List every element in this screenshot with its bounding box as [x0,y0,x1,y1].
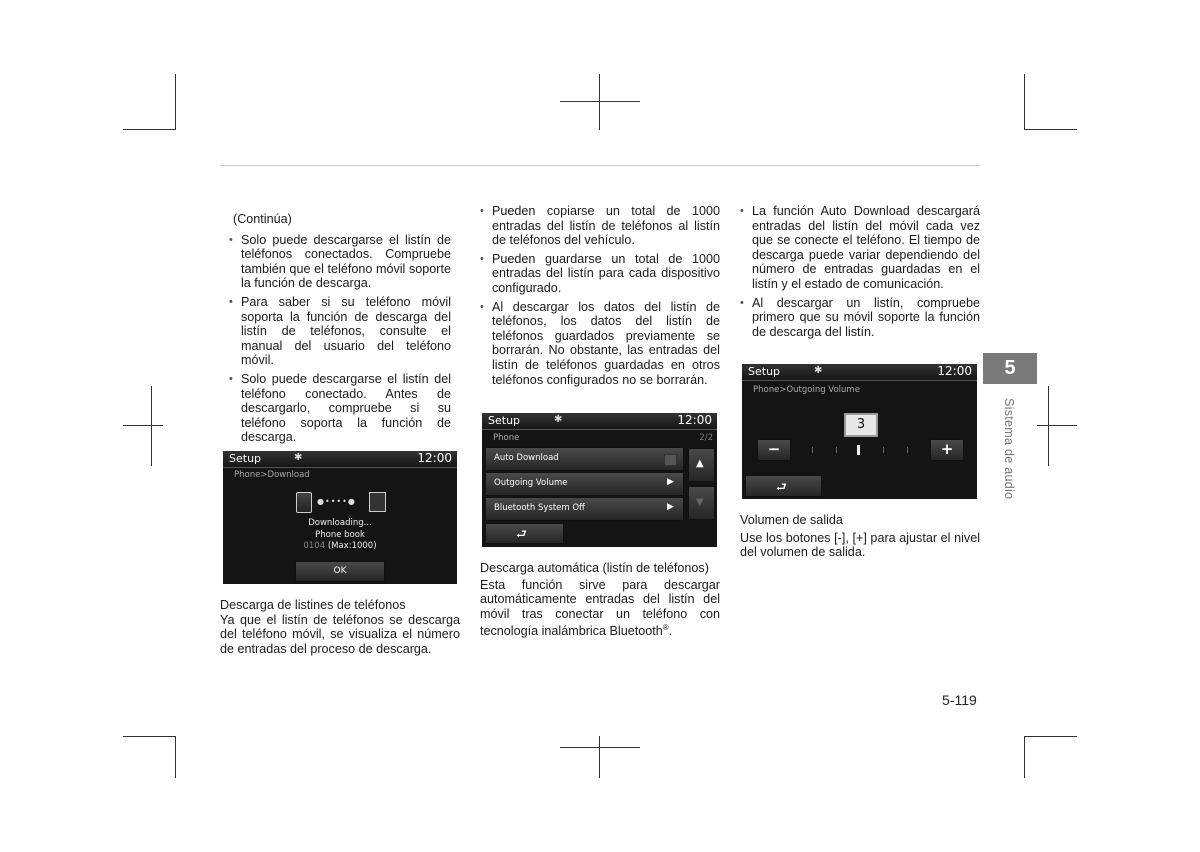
volume-minus-button[interactable]: − [757,439,791,461]
menu-item-label: Outgoing Volume [494,478,568,488]
volume-tick [812,447,813,453]
bluetooth-icon: ✱ [294,452,303,463]
list-item: • Al descargar un listín, compruebe primero que su móvil soporte la función de descarga del listín. [740,296,980,340]
section-body: Ya que el listín de teléfonos se descarga del teléfono móvil, se visualiza el número de entradas del proceso de descarga. [220,612,460,656]
count-value: 0104 [303,541,326,551]
status-bar [742,364,977,381]
left-bullet-list [229,233,451,445]
section-body: Use los botones [-], [+] para ajustar el nivel del volumen de salida. [740,530,980,560]
breadcrumb: Phone [493,433,520,443]
section-heading: Descarga de listines de teléfonos [220,598,406,612]
scroll-up-button[interactable] [688,448,715,482]
volume-tick [836,447,837,453]
list-item: • Solo puede descargarse el listín de teléfonos conectados. Compruebe también que el teléfono móvil soporte la función de descarga. [229,233,451,291]
status-bar [482,413,717,430]
volume-tick [883,447,884,453]
body-text: Esta función sirve para descargar automáticamente entradas del listín del móvil tras conectar un teléfono con tecnología inalámbrica Bluetooth [480,577,720,639]
section-heading: Descarga automática (listín de teléfonos) [480,561,709,575]
triangle-up-icon: ▲ [696,458,704,469]
page-number: 5-119 [942,692,977,708]
menu-item-bluetooth-system-off[interactable] [485,497,684,521]
middle-column [480,204,720,391]
breadcrumb: Phone>Download [234,470,310,480]
clock: 12:00 [677,413,712,427]
menu-item-outgoing-volume[interactable] [485,472,684,496]
breadcrumb: Phone>Outgoing Volume [753,385,860,395]
list-item: • Para saber si su teléfono móvil soporta la función de descarga del listín de teléfonos, consulte el manual del usuario del teléfono móvil. [229,295,451,368]
volume-plus-button[interactable]: + [930,439,964,461]
right-text-block [740,513,980,560]
registered-mark: ® [662,623,669,633]
count-max: (Max:1000) [327,541,377,551]
left-column [229,212,451,449]
ok-button[interactable]: OK [295,561,385,582]
middle-text-block [480,561,720,639]
menu-item-label: Bluetooth System Off [494,503,585,513]
continua-label: (Continúa) [233,212,292,226]
contact-book-icon [369,492,386,512]
back-button[interactable] [745,475,822,497]
body-end: . [668,624,673,639]
list-item: • Solo puede descargarse el listín del teléfono conectado. Antes de descargarlo, compruebe si su teléfono soporta la función de descarga. [229,372,451,445]
list-item: • Pueden guardarse un total de 1000 entradas del listín para cada dispositivo configurado. [480,252,720,296]
download-screen [223,451,457,584]
back-button[interactable] [485,523,564,544]
menu-item-label: Auto Download [494,453,559,463]
screen-title: Setup [748,365,781,378]
back-arrow-icon: ⮐ [516,527,527,541]
progress-dots-icon: ●••••● [317,497,356,506]
status-line-2: Phone book [315,530,365,540]
page-indicator: 2/2 [699,433,713,443]
section-body [480,578,720,640]
volume-thumb[interactable] [857,445,860,455]
list-item: • Al descargar los datos del listín de teléfonos, los datos del listín de teléfonos guardados previamente se borrarán. No obstante, las entradas del listín de teléfonos guardadas en otros teléfonos configurados no se borrarán. [480,300,720,388]
volume-value-box: 3 [844,413,878,437]
status-line-1: Downloading... [308,518,372,528]
list-item: • La función Auto Download descargará entradas del listín del móvil cada vez que se conecte el teléfono. El tiempo de descarga puede variar dependiendo del número de entradas guardadas en el listín y el estado de comunicación. [740,204,980,292]
right-column [740,204,980,343]
download-count [223,541,457,551]
bluetooth-icon: ✱ [814,365,823,376]
phone-icon [296,492,312,513]
phone-settings-screen [482,413,717,547]
bluetooth-icon: ✱ [554,414,563,425]
left-text-block [220,598,460,656]
section-heading: Volumen de salida [740,513,843,527]
screen-title: Setup [229,452,262,465]
back-arrow-icon: ⮐ [776,480,787,494]
scroll-down-button[interactable] [688,486,715,520]
clock: 12:00 [417,451,452,465]
menu-item-auto-download[interactable] [485,447,684,471]
right-bullet-list [740,204,980,339]
volume-tick [907,447,908,453]
checkbox-icon[interactable] [664,454,677,466]
triangle-down-icon: ▼ [696,497,704,508]
status-bar [223,451,457,468]
outgoing-volume-screen [742,364,977,499]
chevron-right-icon: ▶ [667,502,674,512]
chapter-side-label: Sistema de audio [1002,398,1016,500]
screen-title: Setup [488,414,521,427]
list-item: • Pueden copiarse un total de 1000 entradas del listín de teléfonos al listín de teléfonos del vehículo. [480,204,720,248]
chevron-right-icon: ▶ [667,477,674,487]
middle-bullet-list [480,204,720,387]
header-rule [220,165,980,166]
volume-slider[interactable] [802,442,917,458]
clock: 12:00 [937,364,972,378]
chapter-tab: 5 [983,353,1037,384]
